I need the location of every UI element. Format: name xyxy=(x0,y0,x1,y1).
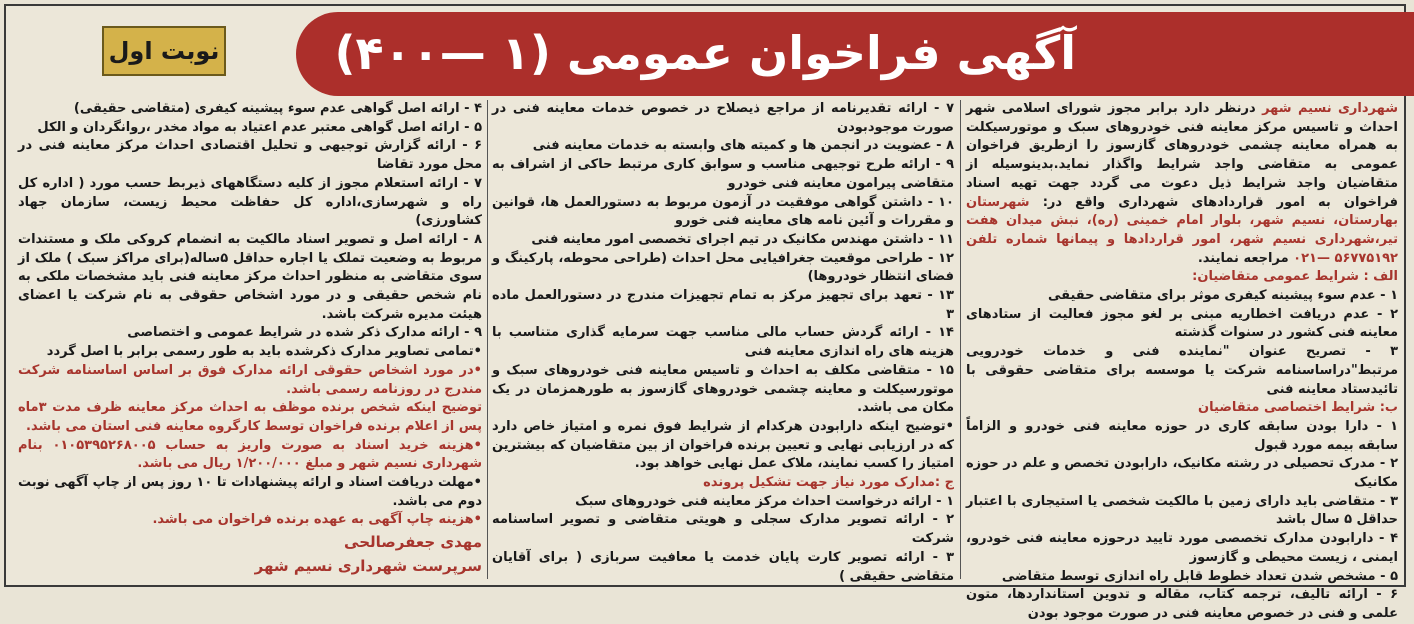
required-document: ۱ - ارائه درخواست احداث مرکز معاینه فنی خودروهای سبک xyxy=(575,493,954,509)
notice-title: آگهی فراخوان عمومی (۱ —۴۰۰) xyxy=(334,26,1076,80)
special-condition: ۲ - مدرک تحصیلی در رشته مکانیک، دارابودن تخصص و علم در حوزه مکانیک xyxy=(966,456,1398,491)
advert-cost-note: •هزینه چاپ آگهی به عهده برنده فراخوان می باشد. xyxy=(152,512,482,528)
special-condition: ۳ - متقاضی باید دارای زمین با مالکیت شخصی یا استیجاری با اعتبار حداقل ۵ سال باشد xyxy=(966,493,1398,528)
municipality-name: شهرداری نسیم شهر xyxy=(1262,101,1398,116)
required-document: ۴ - ارائه اصل گواهی عدم سوء پیشینه کیفری (متقاضی حقیقی) xyxy=(73,101,482,116)
special-condition: ۱۴ - ارائه گردش حساب مالی مناسب جهت سرمایه گذاری متناسب با هزینه های راه اندازی معاینه فنی xyxy=(492,325,954,360)
office-address: شهرستان بهارستان، نسیم شهر، بلوار امام خمینی (ره)، نبش میدان هفت تیر،شهرداری نسیم شهر، امور قراردادها و پیمانها شماره تلفن ۵۶۷۷۵۱۹۲ —۰۲۱ xyxy=(966,194,1398,266)
address-tail: مراجعه نمایند. xyxy=(1197,250,1289,266)
special-condition: ۴ - دارابودن مدارک تخصصی مورد تایید درحوزه معاینه فنی خودرو، ایمنی ، زیست محیطی و گازسوز xyxy=(966,531,1398,565)
submission-deadline-note: •مهلت دریافت اسناد و ارائه پیشنهادات تا ۱۰ روز پس از چاپ آگهی نوبت دوم می باشد. xyxy=(18,475,482,509)
scoring-note: •توضیح اینکه دارابودن هرکدام از شرایط فوق نمره و امتیاز خاص دارد که در ارزیابی نهایی و تعیین برنده فراخوان از بین متقاضیان که بیشترین امتیاز را کسب نمایند، ملاک عمل نهایی خواهد بود. xyxy=(492,418,954,472)
certified-copies-note: •تمامی تصاویر مدارک ذکرشده باید به طور رسمی برابر با اصل گردد xyxy=(46,344,482,360)
document-fee-note: •هزینه خرید اسناد به صورت واریز به حساب ۰۱۰۵۳۹۵۲۶۸۰۰۵ بنام شهرداری نسیم شهر و مبلغ ۱/۲۰۰/۰۰۰ ریال می باشد. xyxy=(18,437,482,472)
special-condition: ۷ - ارائه تقدیرنامه از مراجع ذیصلاح در خصوص خدمات معاینه فنی در صورت موجودبودن xyxy=(492,101,954,135)
left-column xyxy=(18,100,482,581)
special-condition: ۱۲ - طراحی موقعیت جغرافیایی محل احداث (طراحی محوطه، پارکینگ و فضای انتظار خودروها) xyxy=(492,250,954,285)
middle-column xyxy=(492,100,954,584)
special-condition: ۱۱ - داشتن مهندس مکانیک در تیم اجرای تخصصی امور معاینه فنی xyxy=(531,231,954,247)
construction-deadline-note: توضیح اینکه شخص برنده موظف به احداث مرکز معاینه ظرف مدت ۳ماه پس از اعلام برنده فراخوان توسط کارگروه معاینه فنی استان می باشد. xyxy=(18,400,482,434)
required-document: ۸ - ارائه اصل و تصویر اسناد مالکیت به انضمام کروکی ملک و مستندات مربوط به وضعیت تملک یا اجاره حداقل ۵ساله(برای مراکز سبک ) ملک از سوی متقاضی به منظور احداث مرکز معاینه فنی باید مشخصات ملکی به نام شخص حقیقی و در مورد اشخاص حقوقی به نام شرکت یا اعضای هیئت مدیره شرکت باشد. xyxy=(18,231,482,322)
required-document: ۷ - ارائه استعلام مجوز از کلیه دستگاههای ذیربط حسب مورد ( اداره کل راه و شهرسازی،اداره کل حفاظت محیط زیست، سازمان جهاد کشاورزی) xyxy=(18,175,482,229)
general-condition: ۱ - عدم سوء پیشینه کیفری موثر برای متقاضی حقیقی xyxy=(1047,288,1398,304)
special-condition: ۱۳ - تعهد برای تجهیز مرکز به تمام تجهیزات مندرج در دستورالعمل ماده ۳ xyxy=(492,288,954,322)
required-document: ۳ - ارائه تصویر کارت پایان خدمت یا معافیت سربازی ( برای آقایان متقاضی حقیقی ) xyxy=(492,549,954,584)
general-conditions-heading: الف : شرایط عمومی متقاضیان: xyxy=(1192,269,1398,285)
signer-title: سرپرست شهرداری نسیم شهر xyxy=(254,557,482,576)
intro-text: درنظر دارد برابر مجوز شورای اسلامی شهر احداث و تاسیس مرکز معاینه فنی خودروهای سبک و موتورسیکلت به همراه معاینه چشمی خودروهای گازسوز را ازطریق فراخوان عمومی به متقاضی واجد شرایط واگذار نماید.بدینوسیله از متقاضیان واجد شرایط ذیل دعوت می گردد جهت تهیه اسناد فراخوان به امور قراردادهای شهرداری واقع در: xyxy=(966,101,1398,210)
column-separator xyxy=(487,100,488,579)
required-document: ۹ - ارائه مدارک ذکر شده در شرایط عمومی و اختصاصی xyxy=(127,325,482,341)
general-condition: ۲ - عدم دریافت اخطاریه مبنی بر لغو مجوز فعالیت از ستادهای معاینه فنی کشور در سنوات گذشته xyxy=(966,306,1398,341)
required-document: ۲ - ارائه تصویر مدارک سجلی و هویتی متقاضی و تصویر اساسنامه شرکت xyxy=(492,512,954,547)
special-condition: ۱۰ - داشتن گواهی موفقیت در آزمون مربوط به دستورالعمل ها، قوانین و مقررات و آئین نامه های معاینه فنی خورو xyxy=(492,194,954,229)
special-condition: ۱۵ - متقاضی مکلف به احداث و تاسیس معاینه فنی خودروهای سبک و موتورسیکلت و معاینه چشمی خودروهای گازسوز به طورهمزمان در یک مکان می باشد. xyxy=(492,362,954,416)
signer-name: مهدی جعفرصالحی xyxy=(344,533,482,552)
notice-frame xyxy=(4,4,1406,621)
special-condition: ۶ - ارائه تالیف، ترجمه کتاب، مقاله و تدوین استانداردها، متون علمی و فنی در خصوص معاینه فنی در صورت موجود بودن xyxy=(966,587,1398,621)
special-condition: ۱ - دارا بودن سابقه کاری در حوزه معاینه فنی خودرو و الزاماً سابقه بیمه مورد قبول xyxy=(966,418,1398,453)
required-document: ۵ - ارائه اصل گواهی معتبر عدم اعتیاد به مواد مخدر ،روانگردان و الکل xyxy=(37,119,482,135)
general-condition: ۳ - تصریح عنوان "نماینده فنی و خدمات خودرویی مرتبط"دراساسنامه شرکت یا موسسه برای متقاضی حقوقی با تائیدستاد معاینه فنی xyxy=(966,344,1398,397)
first-publication-badge: نوبت اول xyxy=(102,26,226,76)
special-conditions-heading: ب: شرایط اختصاصی متقاضیان xyxy=(1198,400,1398,416)
required-document: ۶ - ارائه گزارش توجیهی و تحلیل اقتصادی احداث مرکز معاینه فنی در محل مورد تقاضا xyxy=(18,138,482,173)
special-condition: ۸ - عضویت در انجمن ها و کمیته های وابسته به خدمات معاینه فنی xyxy=(532,138,954,154)
column-separator xyxy=(960,100,961,579)
special-condition: ۵ - مشخص شدن تعداد خطوط قابل راه اندازی توسط متقاضی xyxy=(1001,568,1398,584)
intro-paragraph xyxy=(966,100,1398,268)
right-column xyxy=(966,100,1398,621)
required-documents-heading: ج :مدارک مورد نیاز جهت تشکیل پرونده xyxy=(703,475,954,491)
special-condition: ۹ - ارائه طرح توجیهی مناسب و سوابق کاری مرتبط حاکی از اشراف به متقاضی پیرامون معاینه فنی خودرو xyxy=(492,157,954,191)
legal-entity-note: •در مورد اشخاص حقوقی ارائه مدارک فوق بر اساس اساسنامه شرکت مندرج در روزنامه رسمی باشد. xyxy=(18,362,482,397)
